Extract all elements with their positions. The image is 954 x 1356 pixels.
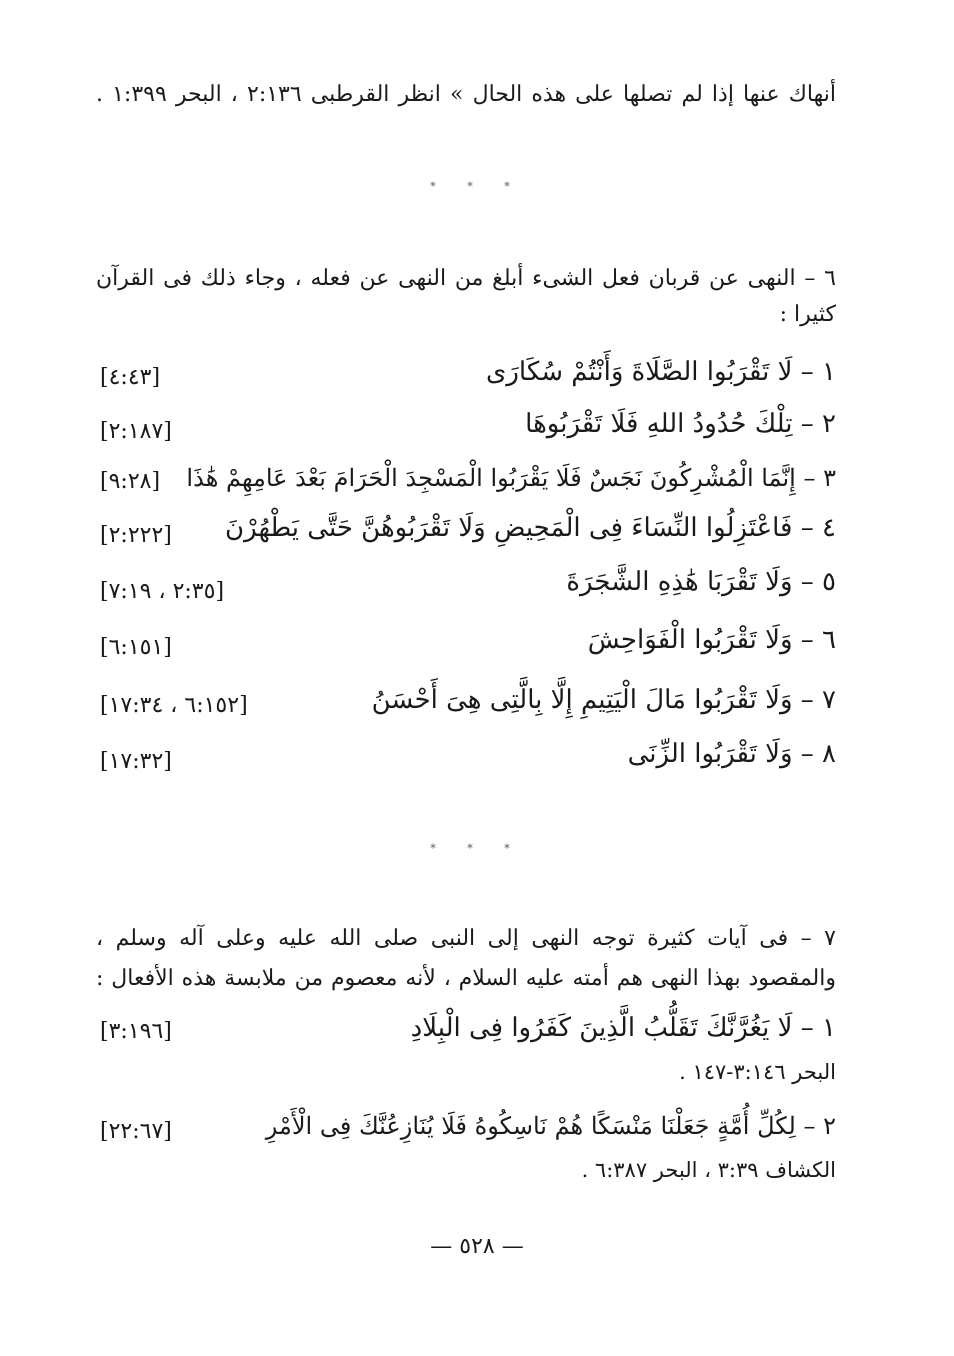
separator-stars-2: * * * <box>430 842 524 855</box>
section7-source-1: البحر ٣:١٤٦-١٤٧ . <box>679 1060 836 1084</box>
verse-ref-8: [١٧:٣٢] <box>100 749 172 774</box>
verse-ref-3: [٩:٢٨] <box>100 469 161 494</box>
top-footnote-line: أنهاك عنها إذا لم تصلها على هذه الحال » انظر القرطبى ٢:١٣٦ ، البحر ١:٣٩٩ . <box>96 82 836 107</box>
verse-ref-4: [٢:٢٢٢] <box>100 523 172 548</box>
verse-7: ٧ – وَلَا تَقْرَبُوا مَالَ الْيَتِيمِ إِلَّا بِالَّتِى هِىَ أَحْسَنُ <box>371 685 836 715</box>
verse-6: ٦ – وَلَا تَقْرَبُوا الْفَوَاحِشَ <box>587 625 836 655</box>
separator-stars: * * * <box>430 180 524 193</box>
verse-ref-2: [٢:١٨٧] <box>100 419 172 444</box>
verse-1: ١ – لَا تَقْرَبُوا الصَّلَاةَ وَأَنْتُمْ سُكَارَى <box>486 357 836 387</box>
page-number: — ٥٢٨ — <box>430 1234 524 1259</box>
section7-verse-1: ١ – لَا يَغُرَّنَّكَ تَقَلُّبُ الَّذِينَ كَفَرُوا فِى الْبِلَادِ <box>410 1013 836 1043</box>
verse-ref-7: [٦:١٥٢ ، ١٧:٣٤] <box>100 693 248 718</box>
verse-8: ٨ – وَلَا تَقْرَبُوا الزِّنَى <box>627 739 836 769</box>
section7-verse-ref-2: [٢٢:٦٧] <box>100 1119 172 1144</box>
section7-source-2: الكشاف ٣:٣٩ ، البحر ٦:٣٨٧ . <box>581 1158 836 1182</box>
verse-ref-1: [٤:٤٣] <box>100 365 161 390</box>
section7-verse-2: ٢ – لِكُلِّ أُمَّةٍ جَعَلْنَا مَنْسَكًا هُمْ نَاسِكُوهُ فَلَا يُنَازِعُنَّكَ فِى الْأَمْرِ <box>265 1112 836 1140</box>
section7-verse-ref-1: [٣:١٩٦] <box>100 1019 172 1044</box>
section7-intro-line2: والمقصود بهذا النهى هم أمته عليه السلام ، لأنه معصوم من ملابسة هذه الأفعال : <box>96 966 836 991</box>
verse-4: ٤ – فَاعْتَزِلُوا النِّسَاءَ فِى الْمَحِيضِ وَلَا تَقْرَبُوهُنَّ حَتَّى يَطْهُرْنَ <box>225 513 836 543</box>
section6-intro-line2: كثيرا : <box>779 302 836 327</box>
verse-2: ٢ – تِلْكَ حُدُودُ اللهِ فَلَا تَقْرَبُوهَا <box>525 409 836 439</box>
verse-5: ٥ – وَلَا تَقْرَبَا هَٰذِهِ الشَّجَرَةَ <box>566 567 836 597</box>
verse-3: ٣ – إِنَّمَا الْمُشْرِكُونَ نَجَسٌ فَلَا يَقْرَبُوا الْمَسْجِدَ الْحَرَامَ بَعْدَ عَامِهِمْ هَٰذَا <box>186 464 836 492</box>
section7-intro-line1: ٧ – فى آيات كثيرة توجه النهى إلى النبى صلى الله عليه وعلى آله وسلم ، <box>96 926 836 951</box>
verse-ref-5: [٢:٣٥ ، ٧:١٩] <box>100 579 225 604</box>
verse-ref-6: [٦:١٥١] <box>100 635 172 660</box>
section6-intro-line1: ٦ – النهى عن قربان فعل الشىء أبلغ من النهى عن فعله ، وجاء ذلك فى القرآن <box>96 266 836 291</box>
